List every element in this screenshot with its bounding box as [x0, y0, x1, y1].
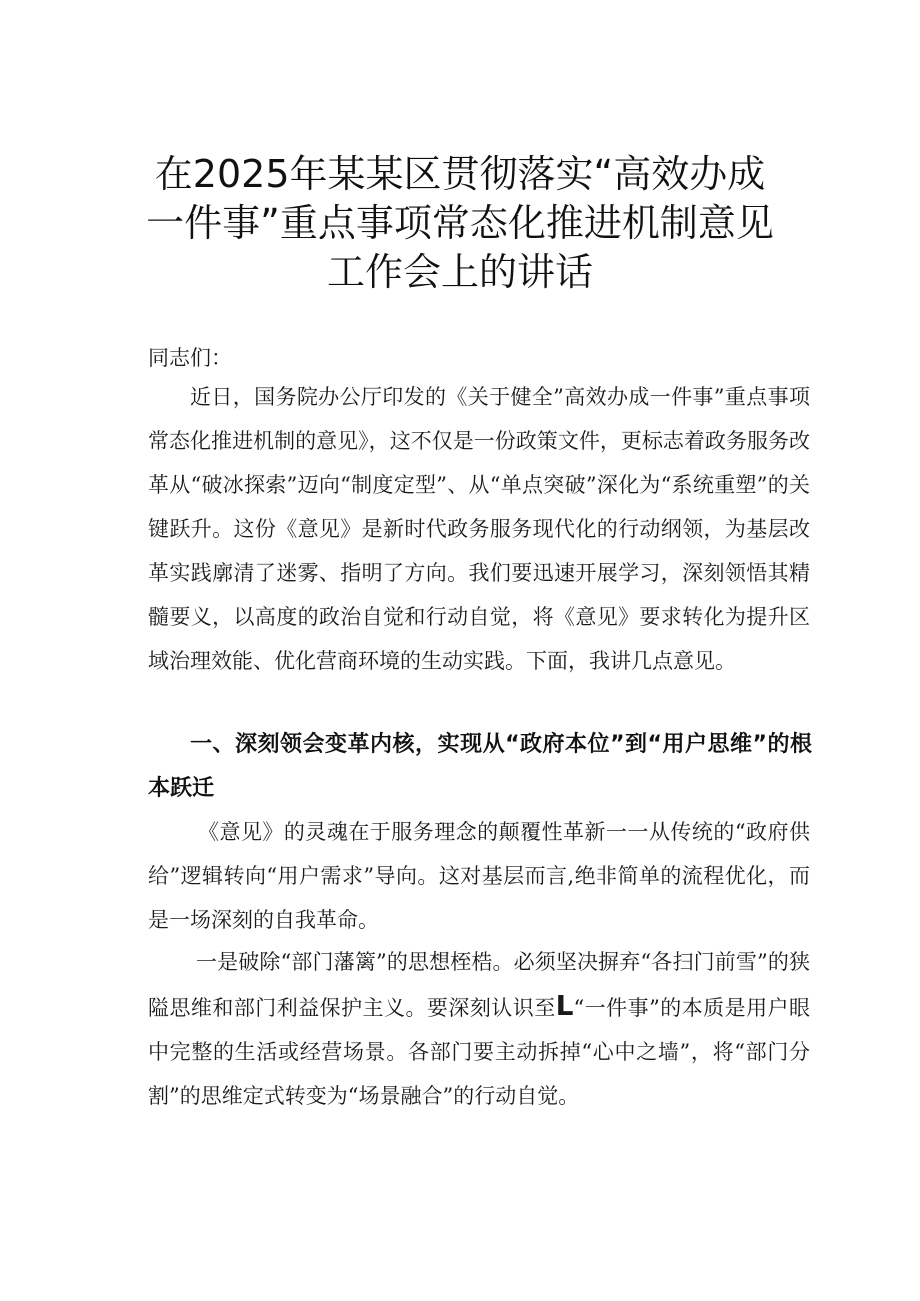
paragraph-point-1-part-a: 一是破除“部门藩篱”的思想桎梏。必须坚决摒弃“各扫门前雪”的狭隘思维和部门利益保护主义。要深刻认识至 [148, 950, 810, 1020]
paragraph-section-1-intro: 《意见》的灵魂在于服务理念的颠覆性革新一一从传统的“政府供给”逻辑转向“用户需求”导向。这对基层而言,绝非简单的流程优化，而是一场深刻的自我革命。 [148, 820, 810, 932]
section-heading-1: 一、深刻领会变革内核，实现从“政府本位”到“用户思维”的根本跃迁 [148, 732, 812, 801]
title-line-2: 一件事”重点事项常态化推进机制意见 [146, 201, 774, 245]
paragraph-point-1-part-b: “一件事”的本质是用户眼中完整的生活或经营场景。各部门要主动拆掉“心中之墙”，将“部门分割”的思维定式转变为“场景融合”的行动自觉。 [148, 996, 810, 1108]
stray-glyph: L [555, 989, 574, 1022]
paragraph-point-1 [148, 940, 810, 1118]
paragraph-intro: 近日，国务院办公厅印发的《关于健全”高效办成一件事”重点事项常态化推进机制的意见》，这不仅是一份政策文件，更标志着政务服务改革从“破冰探索”迈向“制度定型”、从“单点突破”深化为“系统重塑”的关键跃升。这份《意见》是新时代政务服务现代化的行动纲领，为基层改革实践廓清了迷雾、指明了方向。我们要迅速开展学习，深刻领悟其精髓要义，以高度的政治自觉和行动自觉，将《意见》要求转化为提升区域治理效能、优化营商环境的生动实践。下面，我讲几点意见。 [148, 385, 810, 673]
title-line-3: 工作会上的讲话 [326, 250, 593, 294]
salutation: 同志们： [148, 346, 232, 370]
title-line-1: 在2025年某某区贯彻落实“高效办成 [154, 152, 766, 196]
document-title [110, 150, 810, 297]
